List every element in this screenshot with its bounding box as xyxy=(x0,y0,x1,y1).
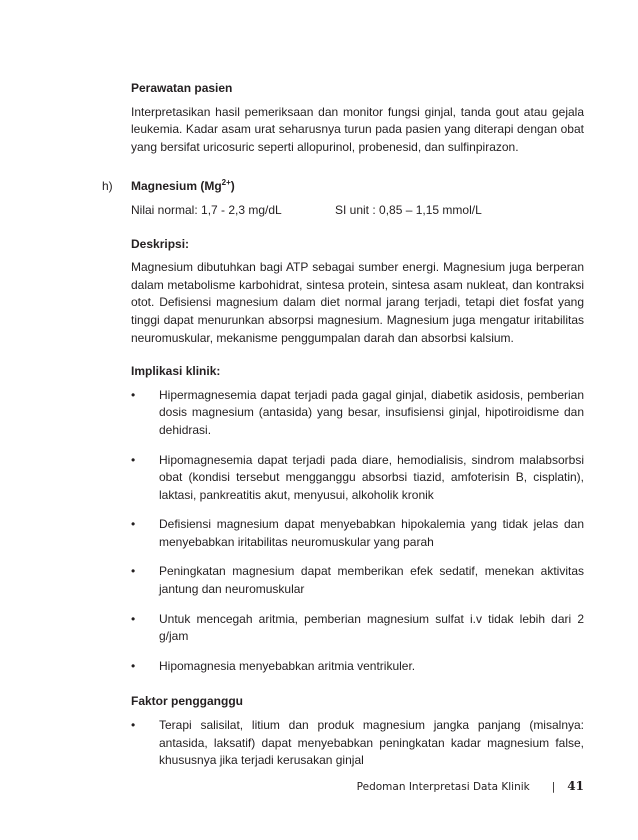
bullet-icon: • xyxy=(131,564,136,579)
clinical-implications-list xyxy=(131,387,584,676)
confounding-factors-list xyxy=(131,717,584,770)
page-footer xyxy=(357,779,584,793)
footer-separator: | xyxy=(551,781,556,793)
list-item-text: Hipomagnesia menyebabkan aritmia ventrikuler. xyxy=(159,658,416,673)
bullet-icon: • xyxy=(131,718,136,733)
list-item-text: Hipermagnesemia dapat terjadi pada gagal ginjal, diabetik asidosis, pemberian dosis magnesium (antasida) yang besar, insufisiensi ginjal, hipotiroidisme dan dehidrasi. xyxy=(159,387,584,437)
description-heading: Deskripsi: xyxy=(131,236,190,251)
patient-care-heading: Perawatan pasien xyxy=(131,81,233,95)
book-title: Pedoman Interpretasi Data Klinik xyxy=(356,781,530,793)
list-item-text: Peningkatan magnesium dapat memberikan efek sedatif, menekan aktivitas jantung dan neuromuskular xyxy=(159,564,584,597)
bullet-icon: • xyxy=(131,387,136,402)
patient-care-text: Interpretasikan hasil pemeriksaan dan monitor fungsi ginjal, tanda gout atau gejala leukemia. Kadar asam urat seharusnya turun pada pasien yang diterapi dengan obat yang bersifat uricosuric seperti allopurinol, probenesid, dan sulfinpirazon. xyxy=(131,104,584,154)
magnesium-title: Magnesium (Mg xyxy=(131,179,222,194)
list-item-text: Untuk mencegah aritmia, pemberian magnesium sulfat i.v tidak lebih dari 2 g/jam xyxy=(159,611,584,644)
page-number: 41 xyxy=(567,779,584,793)
magnesium-superscript: 2+ xyxy=(221,178,231,188)
section-letter: h) xyxy=(102,179,113,194)
description-text: Magnesium dibutuhkan bagi ATP sebagai sumber energi. Magnesium juga berperan dalam metabolisme karbohidrat, sintesa protein, sintesa asam nukleat, dan kontraksi otot. Defisiensi magnesium dalam diet normal jarang terjadi, tetapi diet fosfat yang tinggi dapat menurunkan absorpsi magnesium. Magnesium juga mengatur iritabilitas neuromuskular, mekanisme penggumpalan darah dan absorbsi kalsium. xyxy=(131,260,584,345)
list-item xyxy=(131,563,584,598)
magnesium-title-end: ) xyxy=(230,179,235,194)
list-item xyxy=(131,452,584,505)
confounding-factors-heading: Faktor pengganggu xyxy=(131,694,243,709)
bullet-icon: • xyxy=(131,452,136,467)
list-item-text: Terapi salisilat, litium dan produk magnesium jangka panjang (misalnya: antasida, laksatif) dapat menyebabkan peningkatan kadar magnesium false, khususnya jika terjadi kerusakan ginjal xyxy=(159,718,584,768)
list-item xyxy=(131,611,584,646)
clinical-implications-heading: Implikasi klinik: xyxy=(131,364,221,379)
list-item-text: Hipomagnesemia dapat terjadi pada diare, hemodialisis, sindrom malabsorbsi obat (kondisi tersebut mengganggu absorbsi tiazid, amfoterisin B, cisplatin), laktasi, pankreatitis akut, menyusui, alkoholik kronik xyxy=(159,452,584,502)
bullet-icon: • xyxy=(131,611,136,626)
normal-value: Nilai normal: 1,7 - 2,3 mg/dL xyxy=(131,202,282,217)
page-content xyxy=(102,80,584,782)
list-item-text: Defisiensi magnesium dapat menyebabkan hipokalemia yang tidak jelas dan menyebabkan iritabilitas neuromuskular yang parah xyxy=(159,517,584,549)
magnesium-heading xyxy=(102,178,584,196)
list-item xyxy=(131,516,584,551)
list-item xyxy=(131,387,584,440)
normal-value-line xyxy=(131,202,584,220)
list-item xyxy=(131,717,584,770)
bullet-icon: • xyxy=(131,517,136,532)
list-item xyxy=(131,658,584,676)
bullet-icon: • xyxy=(131,658,136,673)
si-unit: SI unit : 0,85 – 1,15 mmol/L xyxy=(335,202,482,217)
